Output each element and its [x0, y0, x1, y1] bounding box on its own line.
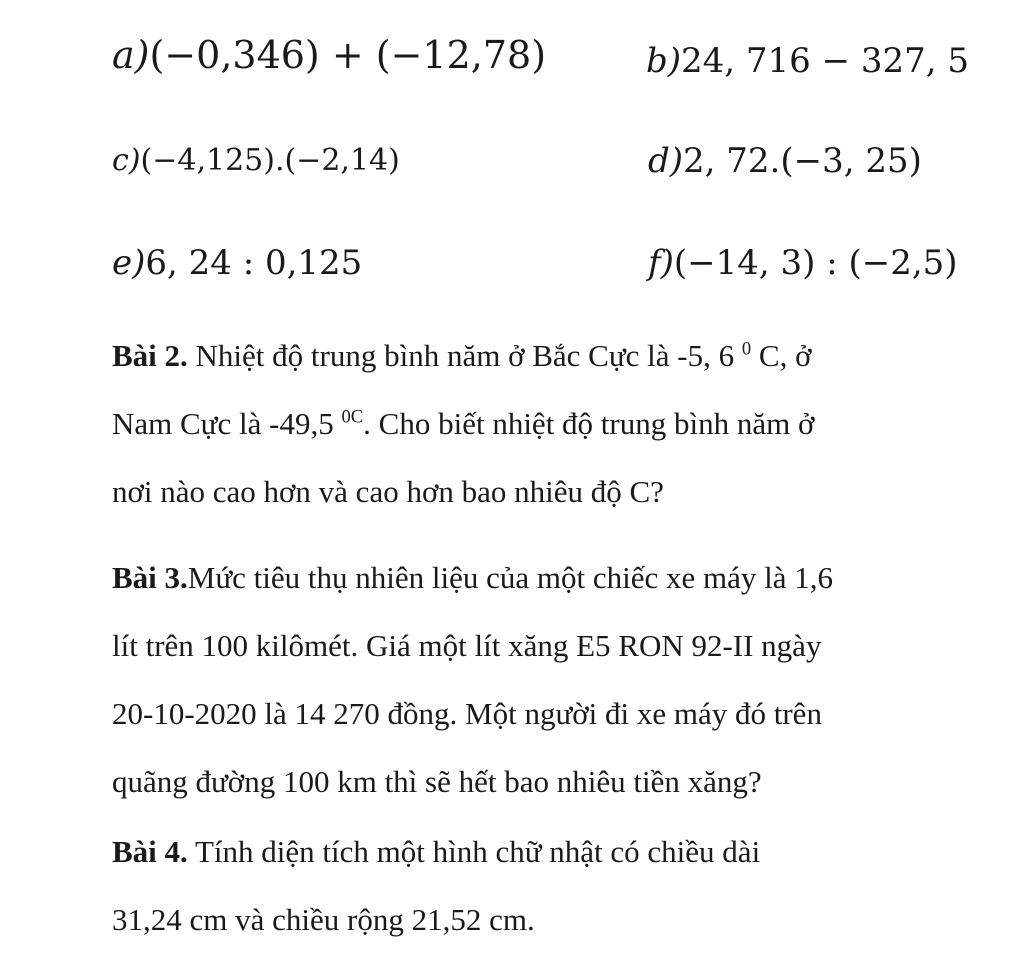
- problem-2-line-2: [112, 390, 1002, 458]
- problem-3: [112, 544, 1002, 816]
- problem-4-line-1: [112, 818, 1002, 886]
- problem-3-line-3: 20-10-2020 là 14 270 đồng. Một người đi xe máy đó trên: [112, 696, 822, 731]
- exercise-b: [646, 41, 970, 81]
- exercise-f-label: f): [648, 243, 674, 283]
- exercise-d-expression: 2, 72.(−3, 25): [683, 141, 922, 181]
- degree-mark: 0: [741, 338, 752, 360]
- exercise-a: [112, 33, 547, 77]
- problem-2-text-2a: Nam Cực là -49,5: [112, 406, 342, 441]
- exercise-e: [112, 243, 363, 283]
- problem-3-line-4: quãng đường 100 km thì sẽ hết bao nhiêu tiền xăng?: [112, 764, 762, 799]
- exercise-a-expression: (−0,346) + (−12,78): [149, 33, 547, 77]
- exercise-b-label: b): [646, 41, 682, 81]
- problem-3-line-1: [112, 544, 1002, 612]
- exercise-f-expression: (−14, 3) : (−2,5): [673, 243, 958, 283]
- problem-3-title: Bài 3.: [112, 560, 188, 595]
- exercise-c-label: c): [112, 143, 141, 178]
- problem-4-line-2: 31,24 cm và chiều rộng 21,52 cm.: [112, 902, 535, 937]
- exercise-e-expression: 6, 24 : 0,125: [145, 243, 363, 283]
- problem-2-line-1: [112, 322, 1002, 390]
- exercise-d: [648, 141, 922, 181]
- exercise-e-label: e): [112, 243, 146, 283]
- problem-4: [112, 818, 1002, 954]
- exercise-b-expression: 24, 716 − 327, 5: [681, 41, 970, 81]
- problem-2: [112, 322, 1002, 526]
- problem-2-text-1b: C, ở: [751, 338, 812, 373]
- exercise-c-expression: (−4,125).(−2,14): [140, 143, 400, 178]
- problem-2-title: Bài 2.: [112, 338, 188, 373]
- exercise-c: [112, 143, 400, 178]
- exercise-f: [648, 243, 958, 283]
- problem-3-line-2: lít trên 100 kilômét. Giá một lít xăng E5 RON 92-II ngày: [112, 628, 822, 663]
- problem-3-text-1: Mức tiêu thụ nhiên liệu của một chiếc xe máy là 1,6: [187, 560, 834, 595]
- problem-4-title: Bài 4.: [112, 834, 188, 869]
- problem-2-line-3: nơi nào cao hơn và cao hơn bao nhiêu độ C?: [112, 474, 664, 509]
- problem-2-text-1a: Nhiệt độ trung bình năm ở Bắc Cực là -5, 6: [187, 338, 742, 373]
- problem-2-text-2b: . Cho biết nhiệt độ trung bình năm ở: [363, 406, 815, 441]
- exercise-a-label: a): [112, 33, 150, 77]
- problem-4-text-1: Tính diện tích một hình chữ nhật có chiều dài: [187, 834, 761, 869]
- degree-mark: 0C: [341, 406, 364, 428]
- exercise-d-label: d): [648, 141, 684, 181]
